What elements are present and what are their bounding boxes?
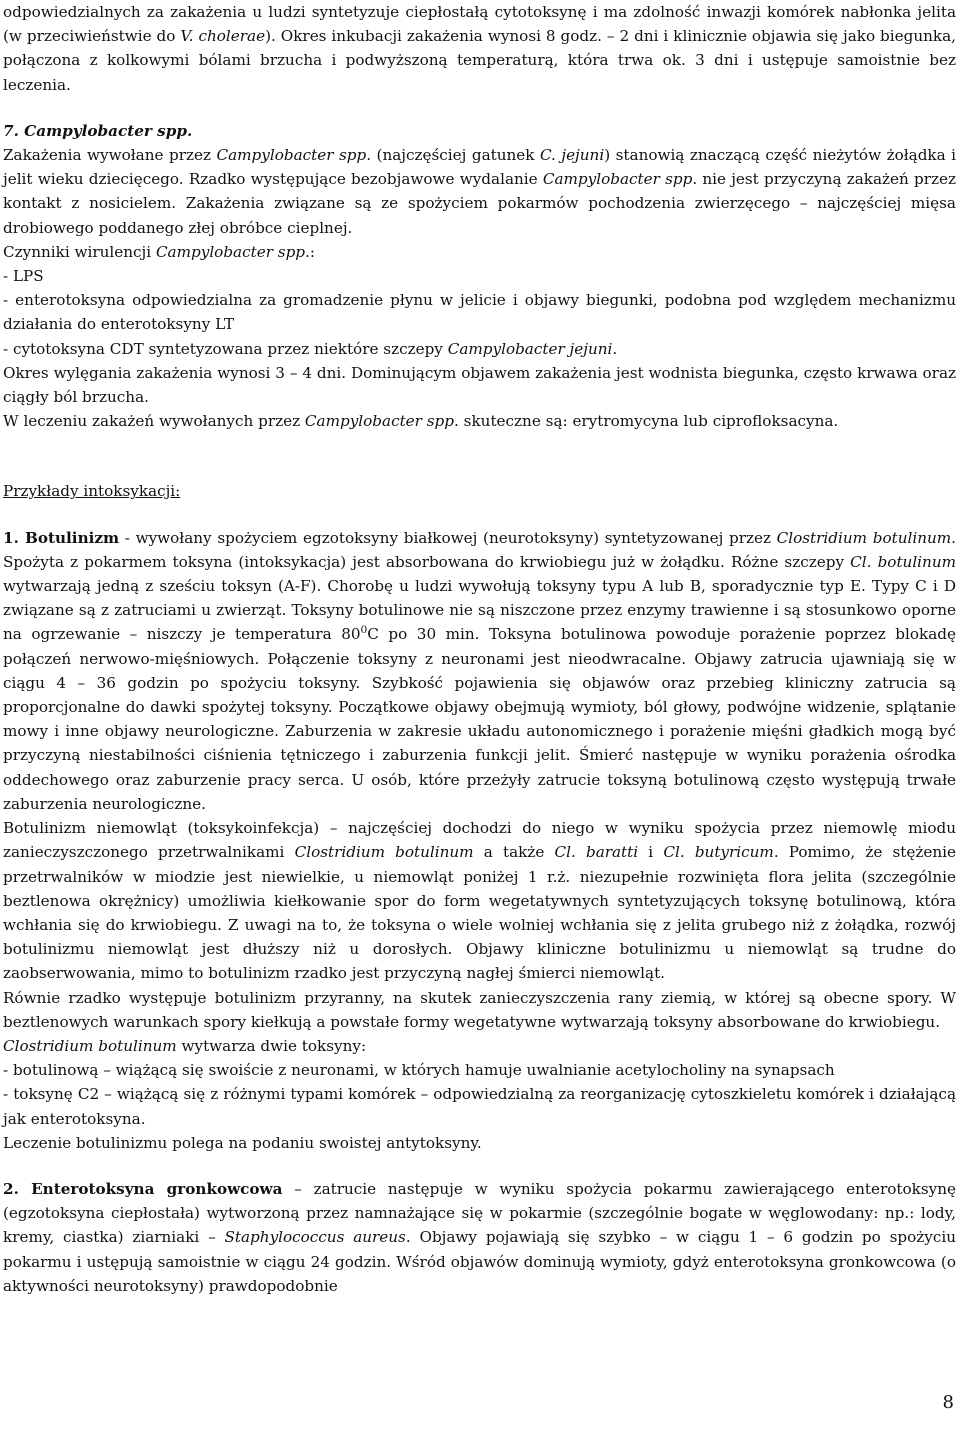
- list-item-enterotoxin: - enterotoksyna odpowiedzialna za gromadzenie płynu w jelicie i objawy biegunki, podobna pod względem mechanizmu działania do enterotoksyny LT: [3, 291, 956, 334]
- paragraph-botulism-1: 1. Botulinizm - wywołany spożyciem egzotoksyny białkowej (neurotoksyny) syntetyzowanej przez Clostridium botulinum. Spożyta z pokarmem toksyna (intoksykacja) jest absorbowana do krwiobiegu już w żołądku. Różne szczepy Cl. botulinum wytwarzają jedną z sześciu toksyn (A-F). Chorobę u ludzi wywołują toksyny typu A lub B, sporadycznie typ E. Typy C i D związane są z zatruciami u zwierząt. Toksyny botulinowe nie są niszczone przez enzymy trawienne i są stosunkowo oporne na ogrzewanie – niszczy je temperatura $80^0C$ po 30 min. Toksyna botulinowa powoduje porażenie poprzez blokadę połączeń nerwowo-mięśniowych. Połączenie toksyny z neuronami jest nieodwracalne. Objawy zatrucia ujawniają się w ciągu 4 – 36 godzin po spożyciu toksyny. Szybkość pojawienia się objawów oraz przebieg kliniczny zatrucia są proporcjonalne do dawki spożytej toksyny. Początkowe objawy obejmują wymioty, ból głowy, podwójne widzenie, splątanie mowy i inne objawy neurologiczne. Zaburzenia w zakresie układu autonomicznego i porażenie mięśni gładkich mogą być przyczyną niestabilności ciśnienia tętniczego i zaburzenia funkcji jelit. Śmierć następuje w wyniku porażenia ośrodka oddechowego oraz zaburzenie pracy serca. U osób, które przeżyły zatrucie toksyną botulinową często występują trwałe zaburzenia neurologiczne.: [3, 528, 957, 813]
- section-heading-campylobacter: 7. Campylobacter spp.: [3, 121, 193, 140]
- paragraph-virulence-heading: Czynniki wirulencji Campylobacter spp.:: [3, 242, 315, 261]
- paragraph-incubation: Okres wylęgania zakażenia wynosi 3 – 4 dni. Dominującym objawem zakażenia jest wodnista biegunka, często krwawa oraz ciągły ból brzucha.: [3, 363, 956, 407]
- paragraph-botulism-toxins: Clostridium botulinum wytwarza dwie toksyny:: [3, 1036, 367, 1055]
- text-span: ). Okres inkubacji zakażenia wynosi 8 godz. – 2 dni i klinicznie objawia się jako biegunka, połączona z kolkowymi bólami brzucha i podwyższoną temperaturą, która trwa ok. 3 dni i ustępuje samoistnie bez leczenia.: [3, 27, 956, 94]
- page-content: [3, 0, 956, 1298]
- paragraph-treatment-campylobacter: W leczeniu zakażeń wywołanych przez Campylobacter spp. skuteczne są: erytromycyna lub ciprofloksacyna.: [3, 412, 839, 431]
- list-item-lps: - LPS: [3, 267, 44, 286]
- paragraph-botulism-treatment: Leczenie botulinizmu polega na podaniu swoistej antytoksyny.: [3, 1133, 482, 1152]
- botulism-title: Botulinizm: [25, 528, 120, 547]
- paragraph-intro: [3, 0, 956, 97]
- list-item-botulinum-toxin: - botulinową – wiążącą się swoiście z neuronami, w których hamuje uwalnianie acetylocholiny na synapsach: [3, 1061, 835, 1080]
- species-name: V. cholerae: [180, 27, 266, 46]
- page-number: 8: [942, 1392, 954, 1413]
- paragraph-botulism-wound: Równie rzadko występuje botulinizm przyranny, na skutek zanieczyszczenia rany ziemią, w której są obecne spory. W beztlenowych warunkach spory kiełkują a powstałe formy wegetatywne wytwarzają toksyny absorbowane do krwiobiegu.: [3, 988, 956, 1031]
- paragraph-campylobacter-1: Zakażenia wywołane przez Campylobacter spp. (najczęściej gatunek C. jejuni) stanowią znaczącą część nieżytów żołądka i jelit wieku dziecięcego. Rzadko występujące bezobjawowe wydalanie Campylobacter spp. nie jest przyczyną zakażeń przez kontakt z nosicielem. Zakażenia związane są ze spożyciem pokarmów pochodzenia zwierzęcego – najczęściej mięsa drobiowego poddanego złej obróbce cieplnej.: [3, 146, 957, 237]
- staph-title: Enterotoksyna gronkowcowa: [31, 1179, 283, 1198]
- section-heading-intoxications: Przykłady intoksykacji:: [3, 482, 181, 501]
- list-item-cdt: - cytotoksyna CDT syntetyzowana przez niektóre szczepy Campylobacter jejuni.: [3, 339, 618, 358]
- paragraph-staph-enterotoxin: 2. Enterotoksyna gronkowcowa – zatrucie następuje w wyniku spożycia pokarmu zawierającego enterotoksynę (egzotoksyna ciepłostała) wytworzoną przez namnażające się w pokarmie (szczególnie bogate w węglowodany: np.: lody, kremy, ciastka) ziarniaki – Staphylococcus aureus. Objawy pojawiają się szybko – w ciągu 1 – 6 godzin po spożyciu pokarmu i ustępują samoistnie w ciągu 24 godzin. Wśród objawów dominują wymioty, gdyż enterotoksyna gronkowcowa (o aktywności neurotoksyny) prawdopodobnie: [3, 1179, 956, 1295]
- text-span: odpowiedzialnych za zakażenia u ludzi syntetyzuje ciepłostałą cytotoksynę i ma zdolność inwazji komórek nabłonka jelita (w przeciwieństwie do: [3, 3, 956, 46]
- paragraph-botulism-infant: Botulinizm niemowląt (toksykoinfekcja) – najczęściej dochodzi do niego w wyniku spożycia przez niemowlę miodu zanieczyszczonego przetrwalnikami Clostridium botulinum a także Cl. baratti i Cl. butyricum. Pomimo, że stężenie przetrwalników w miodzie jest niewielkie, u niemowląt poniżej 1 r.ż. niezupełnie rozwinięta flora jelita (szczególnie beztlenowa okrężnicy) umożliwia kiełkowanie spor do form wegetatywnych syntetyzujących toksynę botulinową, która wchłania się do krwiobiegu. Z uwagi na to, że toksyna o wiele wolniej wchłania się z jelita grubego niż z żołądka, rozwój botulinizmu niemowląt jest dłuższy niż u dorosłych. Objawy kliniczne botulinizmu u niemowląt są trudne do zaobserwowania, mimo to botulinizm rzadko jest przyczyną nagłej śmierci niemowląt.: [3, 819, 957, 983]
- list-item-c2-toxin: - toksynę C2 – wiążącą się z różnymi typami komórek – odpowiedzialną za reorganizację cytoszkieletu komórek i działającą jak enterotoksyna.: [3, 1085, 956, 1128]
